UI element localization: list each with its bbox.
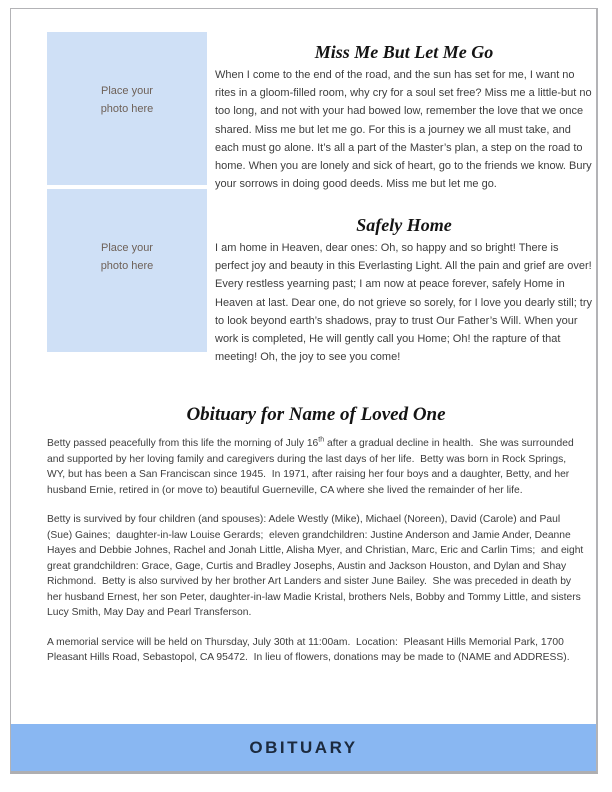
photo-placeholder-box-2[interactable] [47,189,207,352]
obituary-section [47,404,585,680]
photo-placeholder-box-1[interactable] [47,32,207,185]
obituary-paragraph-1 [47,436,585,498]
obituary-paragraph-1-continued: after a gradual decline in health. She was surrounded and supported by her loving family and caregivers during the last days of her life. Betty was born in Rock Springs, WY, but has been a San Franciscan since 1945. In 1971, after raising her four boys and a daughter, Betty, and her husband Ernie, retired in (or move to) beautiful Guerneville, CA where she lived the remainder of her life. [47,438,577,496]
obituary-paragraph-2: Betty is survived by four children (and spouses): Adele Westly (Mike), Michael (Noreen), David (Carole) and Paul (Sue) Gaines; daughter-in-law Louise Gerards; eleven grandchildren: Justine Anderson and Jamie Ander, Deanne Hayes and Debbie Johnes, Rachel and Jonah Little, Alisha Myer, and Christian, Marc, Eric and Carlin Tims; and eight great grandchildren: Grace, Gage, Curtis and Bradley Josephs, Austin and Jackson Houston, and Dylan and Shay Richmond. Betty is also survived by her brother Art Landers and sister June Bailey. She was preceded in death by her husband Ernest, her son Peter, daughter-in-law Madie Kristal, brothers Nels, Bobby and Tommy Little, and sisters Lucy Smith, May Day and Pearl Transferson. [47,514,587,618]
poem-section-miss-me-but-let-me-go [215,42,593,193]
obituary-paragraph-1-text: Betty passed peacefully from this life the morning of July 16 [47,438,319,449]
poem-section-safely-home [215,215,593,366]
obituary-paragraph-3: A memorial service will be held on Thursday, July 30th at 11:00am. Location: Pleasant Hills Memorial Park, 1700 Pleasant Hills Road, Sebastopol, CA 95472. In lieu of flowers, donations may be made to (NAME and ADDRESS). [47,636,570,663]
ordinal-superscript: th [318,436,325,444]
obituary-footer-banner-label: OBITUARY [249,737,358,757]
poem-body: When I come to the end of the road, and the sun has set for me, I want no rites in a gloom-filled room, why cry for a soul set free? Miss me a little-but no too long, and not with your had bowed low, remember the love that we once shared. Miss me but let me go. For this is a journey we all must take, and each must go alone. It’s all a part of the Master’s plan, a step on the road to home. When you are lonely and sick of heart, go to the friends we know. Bury your sorrows in doing good deeds. Miss me but let me go. [215,69,592,191]
obituary-page-document [10,8,598,774]
poem-body: I am home in Heaven, dear ones: Oh, so happy and so bright! There is perfect joy and beauty in this Everlasting Light. All the pain and grief are over! Every restless yearning past; I am now at peace forever, safely Home in Heaven at last. Dear one, do not grieve so sorely, for I love you dearly still; try to look beyond earth’s shadows, pray to trust Our Father’s Will. When your work is completed, He will gently call you Home; Oh! the rapture of that meeting! Oh, the joy to see you come! [215,242,593,364]
poem-title: Miss Me But Let Me Go [314,42,494,62]
obituary-title: Obituary for Name of Loved One [186,404,446,425]
photo-placeholder-label: Place your photo here [100,85,154,115]
poem-title: Safely Home [356,215,452,235]
obituary-footer-banner [11,724,596,771]
photo-placeholder-label: Place your photo here [100,242,154,272]
